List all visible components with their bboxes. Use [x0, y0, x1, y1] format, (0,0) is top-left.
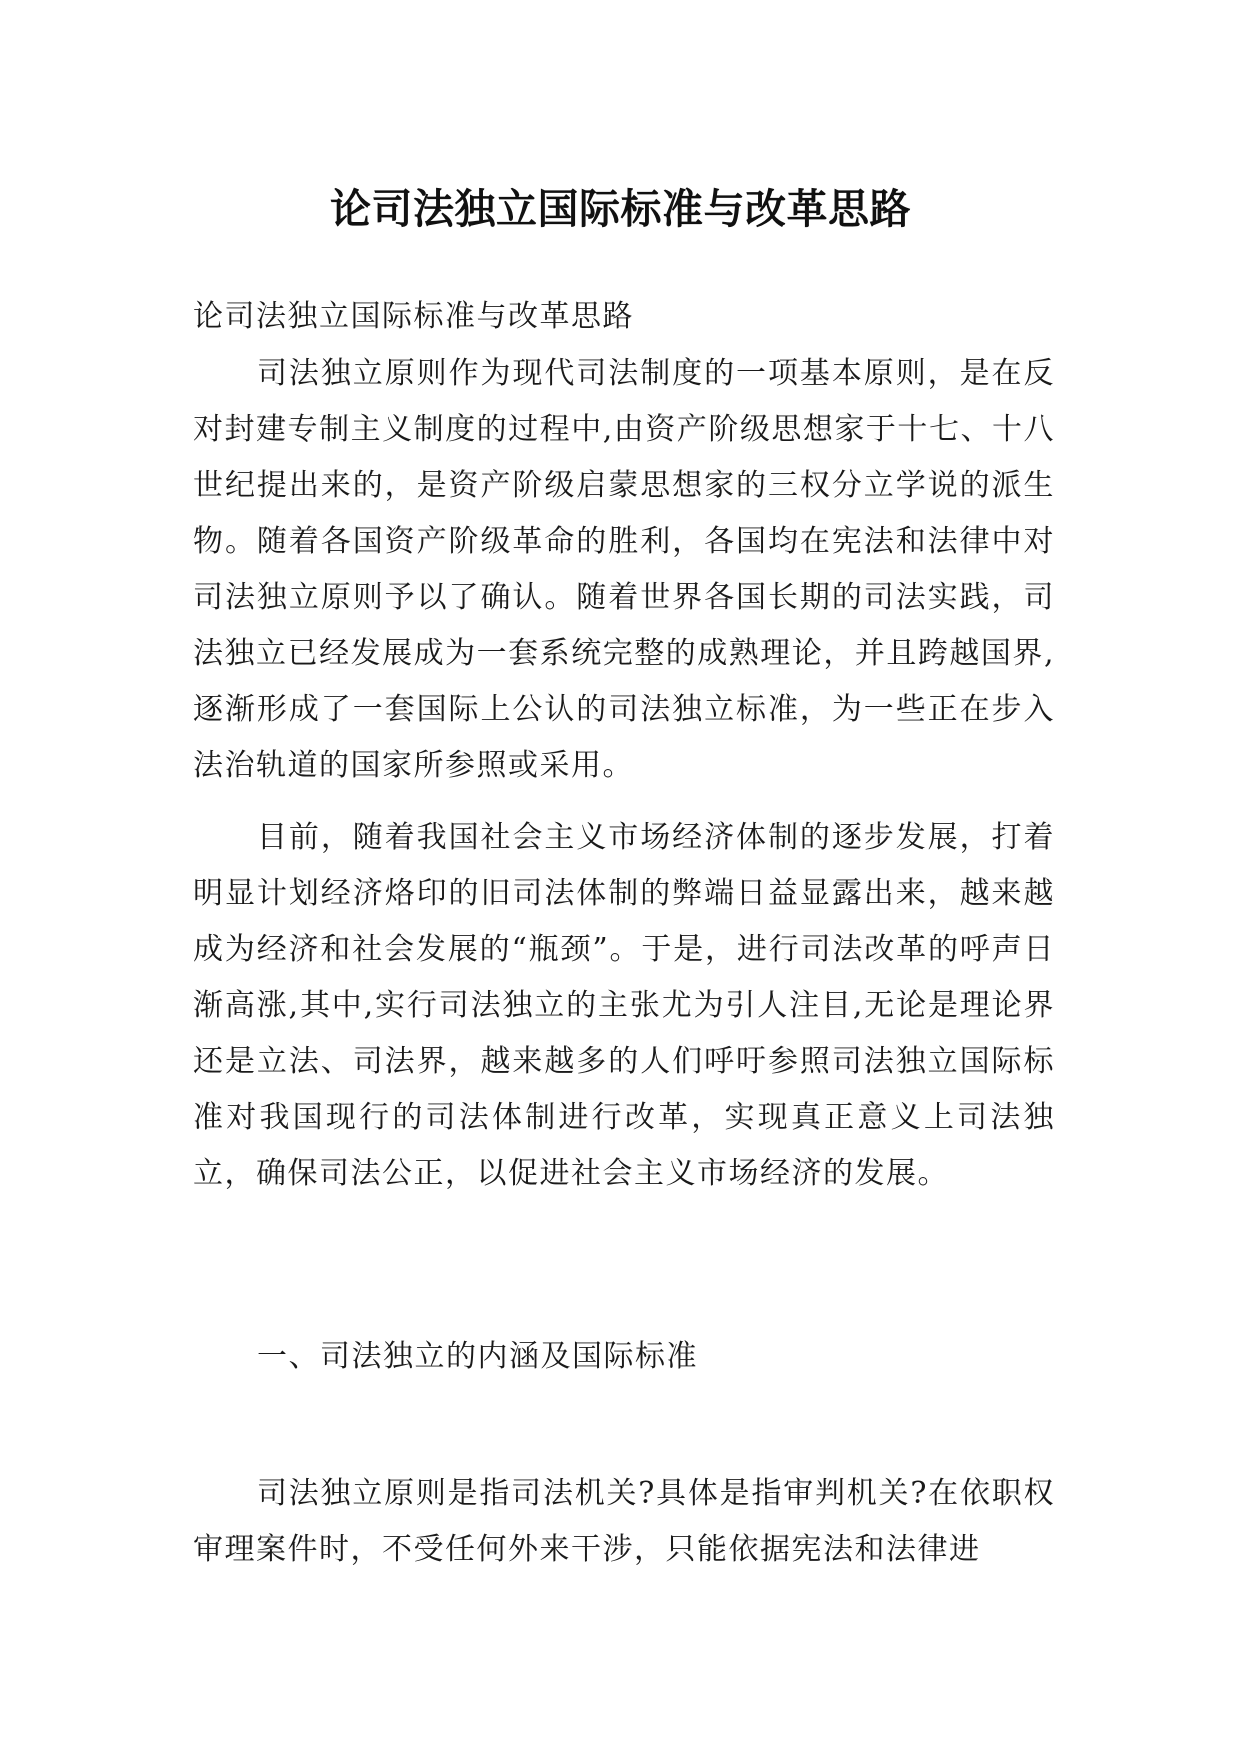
document-subtitle: 论司法独立国际标准与改革思路: [193, 299, 634, 334]
paragraph-intro: 司法独立原则作为现代司法制度的一项基本原则，是在反对封建专制主义制度的过程中,由资产阶级思想家于十七、十八世纪提出来的，是资产阶级启蒙思想家的三权分立学说的派生物。随着各国资产阶级革命的胜利，各国均在宪法和法律中对司法独立原则予以了确认。随着世界各国长期的司法实践，司法独立已经发展成为一套系统完整的成熟理论，并且跨越国界,逐渐形成了一套国际上公认的司法独立标准，为一些正在步入法治轨道的国家所参照或采用。: [193, 356, 1055, 783]
section-heading: 一、司法独立的内涵及国际标准: [257, 1339, 698, 1374]
paragraph-current-situation: 目前，随着我国社会主义市场经济体制的逐步发展，打着明显计划经济烙印的旧司法体制的弊端日益显露出来，越来越成为经济和社会发展的“瓶颈”。于是，进行司法改革的呼声日渐高涨,其中,实行司法独立的主张尤为引人注目,无论是理论界还是立法、司法界，越来越多的人们呼吁参照司法独立国际标准对我国现行的司法体制进行改革，实现真正意义上司法独立，确保司法公正，以促进社会主义市场经济的发展。: [193, 820, 1055, 1191]
document-title: 论司法独立国际标准与改革思路: [330, 185, 911, 234]
paragraph-section-1: 司法独立原则是指司法机关?具体是指审判机关?在依职权审理案件时，不受任何外来干涉，只能依据宪法和法律进: [193, 1476, 1055, 1567]
